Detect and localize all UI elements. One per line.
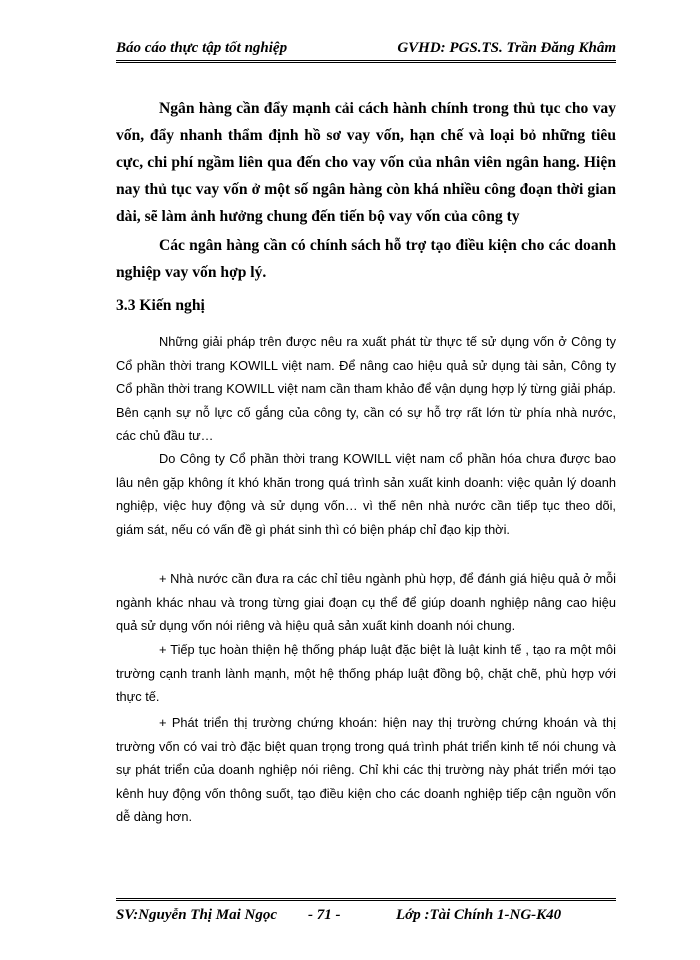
page-footer <box>116 898 616 925</box>
paragraph-intro: Những giải pháp trên được nêu ra xuất phát từ thực tế sử dụng vốn ở Công ty Cổ phần thời trang KOWILL việt nam. Để nâng cao hiệu quả sử dụng tài sản, Công ty Cổ phần thời trang KOWILL việt nam cần tham khảo để vận dụng hợp lý từng giải pháp. Bên cạnh sự nỗ lực cố gắng của công ty, cần có sự hỗ trợ rất lớn từ phía nhà nước, các chủ đầu tư… <box>116 334 616 443</box>
page-number: - 71 - <box>308 907 341 923</box>
paragraph-legal-system: + Tiếp tục hoàn thiện hệ thống pháp luật đặc biệt là luật kinh tế , tạo ra một môi trường cạnh tranh lành mạnh, một hệ thống pháp luật đồng bộ, chặt chẽ, phù hợp với thực tế. <box>116 642 616 704</box>
section-title: 3.3 Kiến nghị <box>116 297 205 314</box>
student-name: SV:Nguyễn Thị Mai Ngọc <box>116 907 277 923</box>
report-title: Báo cáo thực tập tốt nghiệp <box>116 40 288 56</box>
paragraph-bank-reform: Ngân hàng cần đẩy mạnh cải cách hành chính trong thủ tục cho vay vốn, đẩy nhanh thẩm định hồ sơ vay vốn, hạn chế và loại bỏ những tiêu cực, chi phí ngầm liên qua đến cho vay vốn của nhân viên ngân hang. Hiện nay thủ tục vay vốn ở một số ngân hàng còn khá nhiều công đoạn thời gian dài, sẽ làm ảnh hưởng chung đến tiến bộ vay vốn của công ty <box>116 100 616 225</box>
paragraph-state-supervision: Do Công ty Cổ phần thời trang KOWILL việt nam cổ phần hóa chưa được bao lâu nên gặp không ít khó khăn trong quá trình sản xuất kinh doanh: việc quản lý doanh nghiệp, việc huy động và sử dụng vốn… vì thế nên nhà nước cần tiếp tục theo dõi, giám sát, nếu có vấn đề gì phát sinh thì có biện pháp chỉ đạo kịp thời. <box>116 451 616 537</box>
class-name: Lớp :Tài Chính 1-NG-K40 <box>396 907 562 923</box>
supervisor-name: GVHD: PGS.TS. Trần Đăng Khâm <box>397 40 616 56</box>
paragraph-industry-indicators: + Nhà nước cần đưa ra các chỉ tiêu ngành phù hợp, để đánh giá hiệu quả ở mỗi ngành khác nhau và trong từng giai đoạn cụ thể để giúp doanh nghiệp nâng cao hiệu quả sử dụng vốn nói riêng và hiệu quả sản xuất kinh doanh nói chung. <box>116 571 616 633</box>
page-header <box>116 38 616 63</box>
paragraph-bank-support: Các ngân hàng cần có chính sách hỗ trợ tạo điều kiện cho các doanh nghiệp vay vốn hợp lý. <box>116 237 616 281</box>
paragraph-stock-market: + Phát triển thị trường chứng khoán: hiện nay thị trường chứng khoán và thị trường vốn có vai trò đặc biệt quan trọng trong quá trình phát triển kinh tế nói chung và sự phát triển của doanh nghiệp nói riêng. Chỉ khi các thị trường này phát triển mới tạo kênh huy động vốn thông suốt, tạo điều kiện cho các doanh nghiệp tiếp cận nguồn vốn dễ dàng hơn. <box>116 715 616 824</box>
